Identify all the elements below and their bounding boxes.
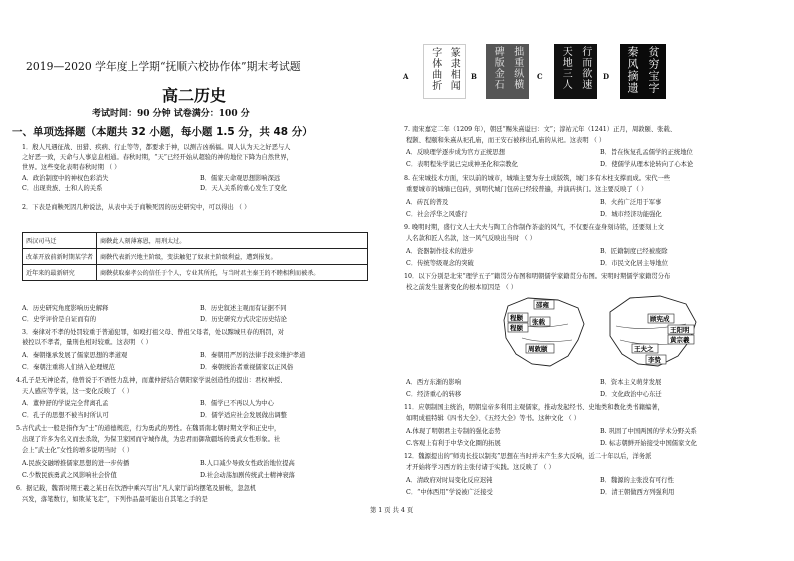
q10-option-a: A．西方东渐的影响 <box>406 379 461 386</box>
map2-label: 王阳明 <box>670 326 690 334</box>
table-row <box>23 249 368 265</box>
q1-option-a: A．政治制度中的神权色彩消失 <box>22 175 109 182</box>
table-cell: 商鞅代表新兴地主阶级，变法触犯了奴隶主阶级利益，遭到报复。 <box>97 249 368 265</box>
q11-option-c: C.客观上有利于中华文化圈的拓展 <box>406 440 501 447</box>
q8-option-d: D．城市经济功能强化 <box>600 211 662 218</box>
q12-option-c: C．“中体西用”学说被广泛接受 <box>406 489 493 496</box>
calligraphy-sample-b: 拙重纵横 碑版金石 <box>486 44 529 99</box>
map2-label: 顾宪成 <box>650 315 670 323</box>
song-map <box>498 294 590 372</box>
q12-line2: 才开始将学习西方的主张付诸于实践。这反映了 （ ） <box>406 464 555 471</box>
q9-option-a: A．瓷器制作技术的进步 <box>406 248 474 255</box>
q2-stem: 2．下表是商鞅死因几种说法，从表中关于商鞅死因的历史研究中，可以得出 （ ） <box>22 204 251 211</box>
q7-option-c: C．表明程朱学说已完成神圣化和宗教化 <box>406 161 518 168</box>
q2-option-a: A．历史研究角度影响历史解释 <box>22 305 109 312</box>
q1-line2: 之好恶一致，天命与人事息息相通。春秋时期，“天”已经开始从超验的神的地位下降为自然世界， <box>22 154 293 161</box>
calli-label-d: D <box>603 72 610 81</box>
calligraphy-sample-d: 贫穷宝字 秦风摘遗 <box>620 44 666 99</box>
map1-label: 程颐 <box>510 324 523 332</box>
q8-option-b: B．火药广泛用于军事 <box>600 199 662 206</box>
map1-label: 张载 <box>532 318 545 326</box>
calligraphy-sample-a: 篆隶相闻 字体曲折 <box>423 44 466 99</box>
q4-option-d: D．儒学适应社会发展做出调整 <box>200 412 287 419</box>
q12-option-d: D．清王朝做西方列强利用 <box>600 489 675 496</box>
map1-label: 周敦颐 <box>528 345 548 353</box>
q4-option-a: A．董仲舒的学说完全背离孔孟 <box>22 400 109 407</box>
calligraphy-sample-c: 行而欲速 天地三人 <box>554 44 597 99</box>
q11-option-b: B. 巩固了中国两国的学术分野关系 <box>600 428 697 435</box>
q10-option-b: B．资本主义萌芽发展 <box>600 379 662 386</box>
table-cell: 西汉司马迁 <box>23 233 97 249</box>
q7-line1: 7. 南宋嘉定二年（1209 年），朝廷“赐朱熹谥曰：文”；淳祐元年（1241）正月，周敦颐、张载、 <box>404 126 677 133</box>
calli-label-c: C <box>537 72 543 81</box>
q9-option-d: D．市民文化居主导地位 <box>600 260 669 267</box>
left-column <box>0 0 396 561</box>
map1-label: 程颢 <box>510 314 523 322</box>
q8-line2: 重要城市的城墙已包砖，到明代城门包砖已经较普遍，并演砖拱门。这主要反映了（ ） <box>406 186 648 193</box>
q12-option-b: B．魏源的主张没有可行性 <box>600 477 674 484</box>
q9-option-b: B．匠籍制度已经被废除 <box>600 248 668 255</box>
q10-line2: 校之前发生显著变化的根本原因是 （ ） <box>406 284 518 291</box>
q1-line1: 1．殷人凡遇征战、田猎、疾病、行止等等，都要求于神，以测吉凶祸福。周人认为天之好恶与人 <box>22 144 291 151</box>
q9-option-c: C．传统等级观念的突破 <box>406 260 474 267</box>
map2-label: 王夫之 <box>634 345 654 353</box>
right-column <box>370 0 794 561</box>
q6-line1: 6．据记载，魏晋时期王羲之某日在饮酒中乘兴写出“凡人家厅前均摆笔及厨帐，忽忽机 <box>16 485 257 492</box>
exam-title: 2019—2020 学年度上学期“抚顺六校协作体”期末考试题 <box>26 60 301 73</box>
q3-option-a: A．秦朝继承发展了儒家思想的孝道观 <box>22 352 128 359</box>
q1-option-c: C．出现贵族、士和人的关系 <box>22 185 103 192</box>
q5-option-c: C.少数民族勇武之风影响社会价值 <box>22 472 117 479</box>
q2-option-d: D．历史研究方式决定历史结论 <box>200 316 287 323</box>
q5-line3: 会上“武士化”女性的增多说明当时 （ ） <box>22 447 134 454</box>
q12-line1: 12．魏源提出的“师夷长技以制夷”思想在当时并未产生多大反响，近二十年以后，洋务派 <box>404 453 652 460</box>
page-footer: 第 1 页 共 4 页 <box>370 507 414 514</box>
map2-label: 黄宗羲 <box>670 336 690 344</box>
q8-option-c: C．社会浮华之风盛行 <box>406 211 468 218</box>
q3-option-c: C．秦朝注重将人们纳入伦理规范 <box>22 364 115 371</box>
section-heading: 一、单项选择题（本题共 32 小题，每小题 1.5 分，共 48 分） <box>12 126 313 138</box>
ming-map <box>602 292 702 372</box>
table-row <box>23 233 368 249</box>
map2-label: 李贽 <box>648 356 661 364</box>
q5-line2: 出现了许多为名义而去杀敌，为保卫家园而守城作战，为忠君而御敌疆场的勇武女性形象。社 <box>22 436 281 443</box>
q5-option-a: A.民族交融增推儒家思想的进一步传播 <box>22 460 130 467</box>
table-cell: 近年来的最新研究 <box>23 265 97 281</box>
song-map-river-2 <box>522 338 572 342</box>
q7-option-a: A．反映理学逐步成为官方正统思想 <box>406 149 506 156</box>
q2-option-b: B．历史叙述主观而有证据不同 <box>200 305 287 312</box>
q5-option-b: B.人口减少导致女性政治地位提高 <box>200 460 295 467</box>
q11-option-d: D. 标志朝鲜开始接受中国儒家文化 <box>600 440 697 447</box>
q8-option-a: A．砖瓦的普及 <box>406 199 449 206</box>
q4-option-c: C．孔子的思想不被当时所认可 <box>22 412 109 419</box>
calli-label-b: B <box>471 72 477 81</box>
q3-line2: 被控以不孝者，量刑也相对较重。这表明 （ ） <box>22 339 152 346</box>
q7-option-b: B．旨在恢复孔孟儒学的正统地位 <box>600 149 693 156</box>
map1-label: 邵雍 <box>536 301 549 309</box>
q7-option-d: D．使儒学从理本论转向了心本论 <box>600 161 694 168</box>
q11-option-a: A.体现了明朝君主专制的强化态势 <box>406 428 501 435</box>
q5-option-d: D.社会动荡加剧传统武士精神衰落 <box>200 472 295 479</box>
table-cell: 商鞅此人刻薄寡恩，用刑太过。 <box>97 233 368 249</box>
q3-line1: 3．秦律对不孝的处罚较重于普通犯罪，如殴打祖父母、曾祖父母者，处以黥城旦春的刑罚，对 <box>22 329 285 336</box>
q9-line2: 人名款和匠人名款，这一风气反映出当时 （ ） <box>406 235 536 242</box>
table-cell: 商鞅获取秦孝公的信任于个人，专业其所托，与当时君主秦王的不睦相利而被杀。 <box>97 265 368 281</box>
q8-line1: 8. 在宋城技术方面，宋以前的城市，城墙主要为夯土成版筑，城门多有木柱支撑而成。宋代一些 <box>404 175 671 182</box>
q11-line1: 11．应朝制国主统治，明朝皇帝多利用主观儒家，推动发起经书、史地类和教化类书籍编著， <box>404 404 664 411</box>
q2-table <box>22 232 368 281</box>
q1-option-b: B．儒家天命观思想影响深远 <box>200 175 281 182</box>
exam-info: 考试时间：90 分钟 试卷满分：100 分 <box>92 109 250 119</box>
q6-line2: 兴发，落笔数行，如欺某飞走”，下列作品最可能出自其笔之手的是 <box>22 496 208 503</box>
q3-option-b: B．秦朝用严厉的法律手段来维护孝道 <box>200 352 306 359</box>
q3-option-d: D．秦朝统治者重视儒家以正风俗 <box>200 364 294 371</box>
q10-option-c: C．经济重心的转移 <box>406 391 462 398</box>
q4-line2: 天人感应等学说，这一变化反映了 （ ） <box>22 388 134 395</box>
q7-line2: 程颢、程颐和朱熹从祀孔庙，而王安石被移出孔庙的从祀。这表明 （ ） <box>406 137 606 144</box>
q11-line2: 如明成祖特辑《四书大全》、《五经大全》等书。这种文化 （ ） <box>406 415 581 422</box>
q12-option-a: A．清政府对时局变化反应迟钝 <box>406 477 493 484</box>
table-row <box>23 265 368 281</box>
table-cell: 改革开放前新时期某学者 <box>23 249 97 265</box>
q10-line1: 10．以下分别是北宋“理学五子”籍贯分布图和明朝儒学家籍贯分布图。宋明时期儒学家籍贯分布 <box>404 273 671 280</box>
q4-line1: 4.孔子是无神论者，他曾说于不语怪力乱神，而董仲舒结合朝阳家学说创造性的提出：君权神授、 <box>16 377 287 384</box>
q4-option-b: B．儒学已不再以人为中心 <box>200 400 274 407</box>
subject-title: 高二历史 <box>162 86 227 105</box>
q5-line1: 5.古代武士一般是指作为“士”的道德规范，行为勇武的男性。在魏晋南北朝时期文学和正史中， <box>16 425 281 432</box>
q10-option-d: D．文化政治中心东迁 <box>600 391 662 398</box>
q1-line3: 世界。这些变化表明春秋时期 （ ） <box>22 164 121 171</box>
calli-label-a: A <box>403 72 409 81</box>
q9-line1: 9. 晚明时期，盛行文人士大夫与陶工合作制作茶壶的风气，不仅要在壶身刻诗铭，还要刻上文 <box>404 224 664 231</box>
q2-option-c: C．史学评价是自证而有的 <box>22 316 97 323</box>
q1-option-d: D．天人关系的重心发生了变化 <box>200 185 287 192</box>
